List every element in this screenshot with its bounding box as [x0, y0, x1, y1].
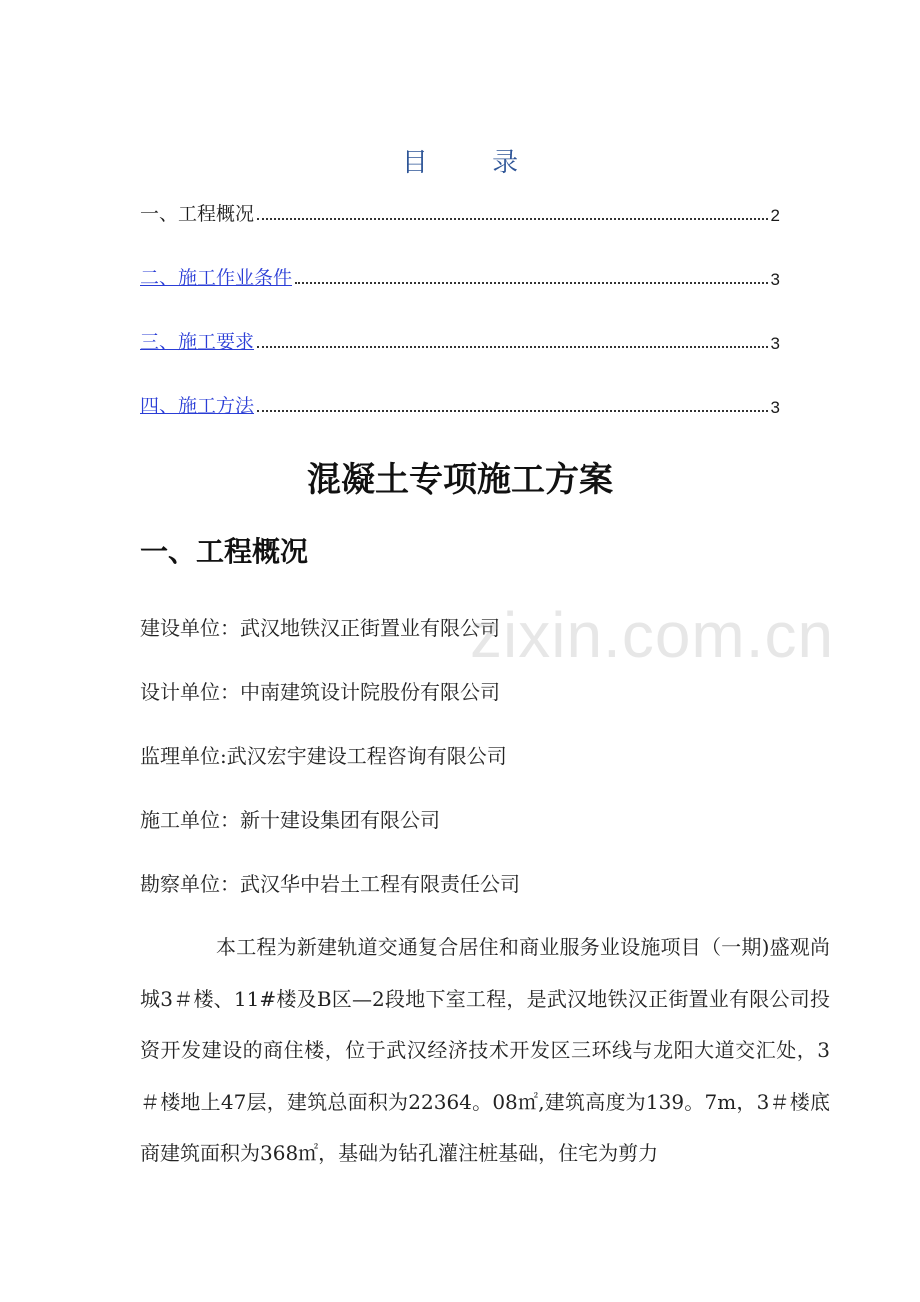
- toc-entry-link[interactable]: 二、施工作业条件: [140, 267, 293, 289]
- toc-leader-dots: [257, 217, 768, 220]
- info-line: 建设单位：武汉地铁汉正街置业有限公司: [140, 616, 500, 640]
- toc-entry-page: 3: [770, 334, 780, 353]
- toc-entry[interactable]: [140, 196, 780, 226]
- toc-leader-dots: [257, 409, 768, 412]
- toc-leader-dots: [295, 281, 768, 284]
- toc-entry-label: 一、工程概况: [140, 203, 255, 225]
- toc-entry-link[interactable]: 四、施工方法: [140, 395, 255, 417]
- body-paragraph: 本工程为新建轨道交通复合居住和商业服务业设施项目（一期)盛观尚城3＃楼、11#楼及B区—2段地下室工程，是武汉地铁汉正街置业有限公司投资开发建设的商住楼，位于武汉经济技术开发区三环线与龙阳大道交汇处，3＃楼地上47层，建筑总面积为22364。08㎡,建筑高度为139。7m，3＃楼底商建筑面积为368㎡，基础为钻孔灌注桩基础，住宅为剪力: [140, 935, 830, 1165]
- document-title: 混凝土专项施工方案: [307, 460, 613, 500]
- watermark: zixin.com.cn: [470, 599, 835, 671]
- info-line: 勘察单位：武汉华中岩土工程有限责任公司: [140, 872, 520, 896]
- toc-entry[interactable]: [140, 388, 780, 418]
- toc-entry[interactable]: [140, 260, 780, 290]
- info-line: 施工单位：新十建设集团有限公司: [140, 808, 440, 832]
- toc-entry-page: 3: [770, 270, 780, 289]
- toc-entry[interactable]: [140, 324, 780, 354]
- toc-entry-page: 2: [770, 206, 780, 225]
- section-heading: 一、工程概况: [140, 535, 309, 568]
- info-line: 设计单位：中南建筑设计院股份有限公司: [140, 680, 500, 704]
- toc-title: 目 录: [401, 148, 547, 178]
- toc-entry-page: 3: [770, 398, 780, 417]
- info-line: 监理单位:武汉宏宇建设工程咨询有限公司: [140, 744, 507, 768]
- toc-leader-dots: [257, 345, 768, 348]
- toc-entry-link[interactable]: 三、施工要求: [140, 331, 255, 353]
